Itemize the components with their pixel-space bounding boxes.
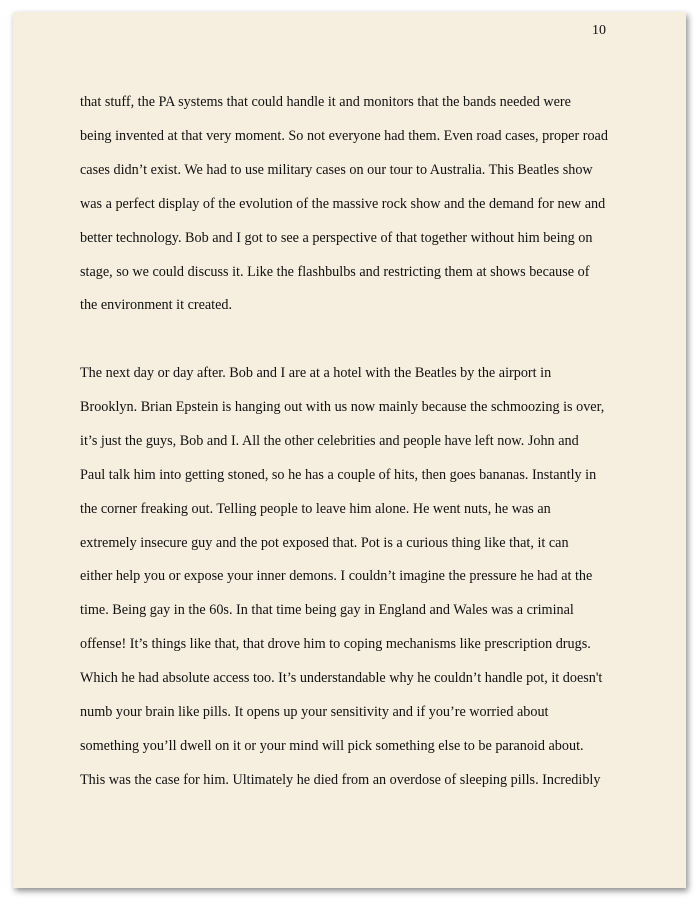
text-line: something you’ll dwell on it or your mind will pick something else to be paranoid about. [80,737,584,754]
text-line: better technology. Bob and I got to see a perspective of that together without him being on [80,229,593,246]
text-line: was a perfect display of the evolution of the massive rock show and the demand for new and [80,195,606,212]
text-line: stage, so we could discuss it. Like the flashbulbs and restricting them at shows because of [80,263,590,280]
text-line: extremely insecure guy and the pot exposed that. Pot is a curious thing like that, it can [80,534,569,551]
text-line: being invented at that very moment. So not everyone had them. Even road cases, proper road [80,127,608,144]
text-line: offense! It’s things like that, that drove him to coping mechanisms like prescription drugs. [80,636,591,653]
text-line: Brooklyn. Brian Epstein is hanging out with us now mainly because the schmoozing is over, [80,398,605,415]
document-page [13,12,686,888]
text-line: either help you or expose your inner demons. I couldn’t imagine the pressure he had at the [80,568,593,585]
text-line: that stuff, the PA systems that could handle it and monitors that the bands needed were [80,94,571,110]
page-number: 10 [592,23,606,38]
text-line: the corner freaking out. Telling people to leave him alone. He went nuts, he was an [80,500,551,517]
text-line: time. Being gay in the 60s. In that time being gay in England and Wales was a criminal [80,602,574,619]
text-line: the environment it created. [80,297,233,314]
text-line: Which he had absolute access too. It’s understandable why he couldn’t handle pot, it doesn't [80,670,603,687]
paragraph-1 [80,86,640,323]
text-line: Paul talk him into getting stoned, so he has a couple of hits, then goes bananas. Instantly in [80,466,597,483]
text-line: cases didn’t exist. We had to use military cases on our tour to Australia. This Beatles show [80,161,593,178]
text-line: it’s just the guys, Bob and I. All the other celebrities and people have left now. John and [80,432,579,449]
text-line: numb your brain like pills. It opens up your sensitivity and if you’re worried about [80,704,549,721]
text-line: The next day or day after. Bob and I are at a hotel with the Beatles by the airport in [80,365,552,381]
text-line: This was the case for him. Ultimately he died from an overdose of sleeping pills. Incredibly [80,771,601,788]
paragraph-2 [80,357,640,798]
